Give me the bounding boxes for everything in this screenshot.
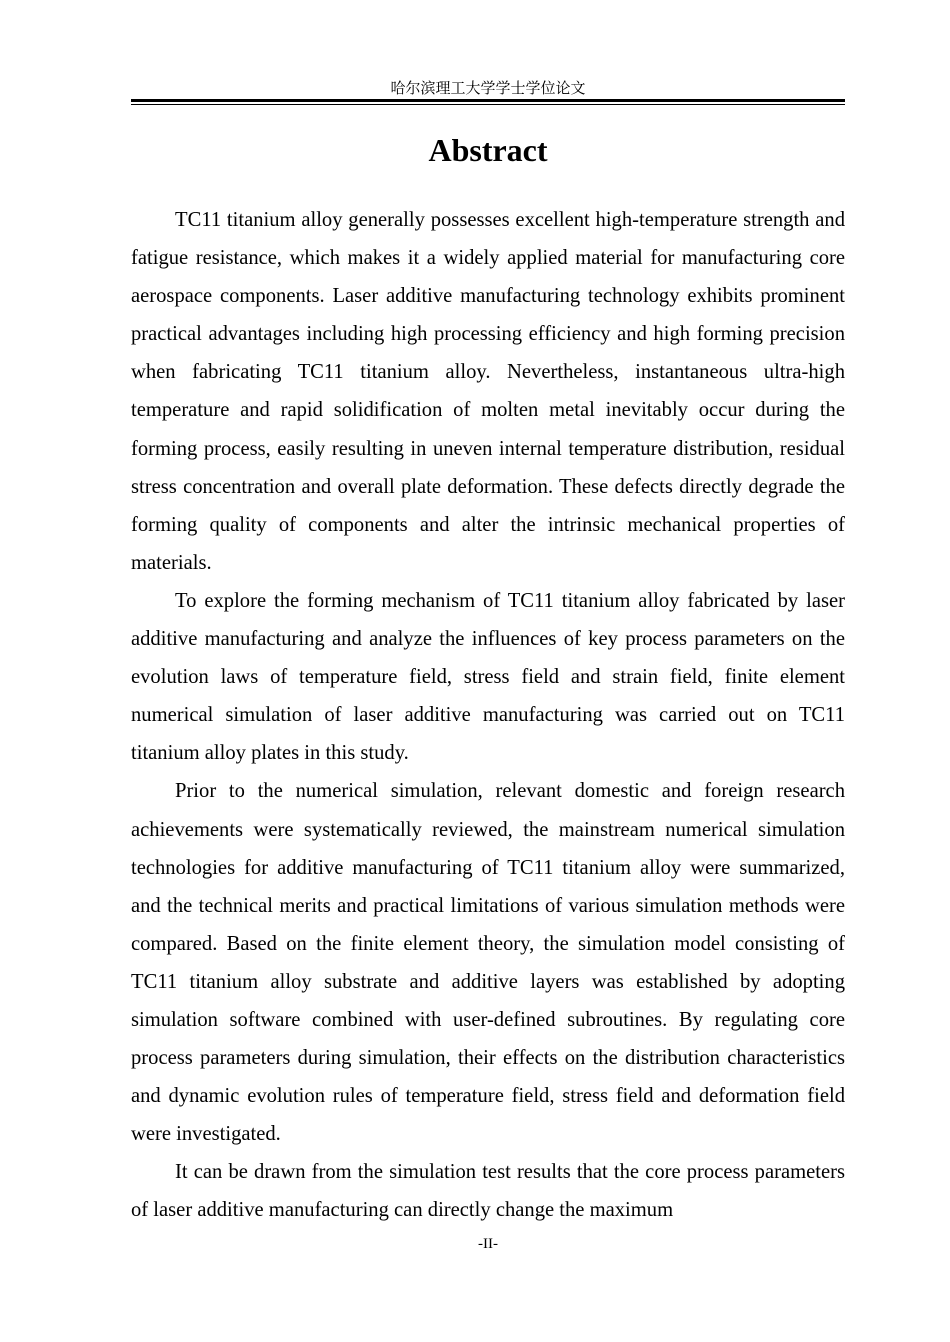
abstract-paragraph-2: To explore the forming mechanism of TC11 titanium alloy fabricated by laser additive manufacturing and analyze the influences of key process parameters on the evolution laws of temperature field, stress field and strain field, finite element numerical simulation of laser additive manufacturing was carried out on TC11 titanium alloy plates in this study. [131,589,845,765]
header-rule-thin [131,104,845,105]
header-rule-thick [131,99,845,102]
running-header: 哈尔滨理工大学学士学位论文 [390,79,586,97]
abstract-paragraph-4: It can be drawn from the simulation test results that the core process parameters of laser additive manufacturing can directly change the maximum [131,1161,845,1222]
abstract-paragraph-1: TC11 titanium alloy generally possesses excellent high-temperature strength and fatigue resistance, which makes it a widely applied material for manufacturing core aerospace components. Laser additive manufacturing technology exhibits prominent practical advantages including high processing efficiency and high forming precision when fabricating TC11 titanium alloy. Nevertheless, instantaneous ultra-high temperature and rapid solidification of molten metal inevitably occur during the forming process, easily resulting in uneven internal temperature distribution, residual stress concentration and overall plate deformation. These defects directly degrade the forming quality of components and alter the intrinsic mechanical properties of materials. [131,209,845,574]
abstract-paragraph-3: Prior to the numerical simulation, relevant domestic and foreign research achievements were systematically reviewed, the mainstream numerical simulation technologies for additive manufacturing of TC11 titanium alloy were summarized, and the technical merits and practical limitations of various simulation methods were compared. Based on the finite element theory, the simulation model consisting of TC11 titanium alloy substrate and additive layers was established by adopting simulation software combined with user-defined subroutines. By regulating core process parameters during simulation, their effects on the distribution characteristics and dynamic evolution rules of temperature field, stress field and deformation field were investigated. [131,780,845,1146]
page-number: -II- [478,1236,498,1252]
abstract-body [131,201,845,1230]
section-title: Abstract [428,132,548,168]
